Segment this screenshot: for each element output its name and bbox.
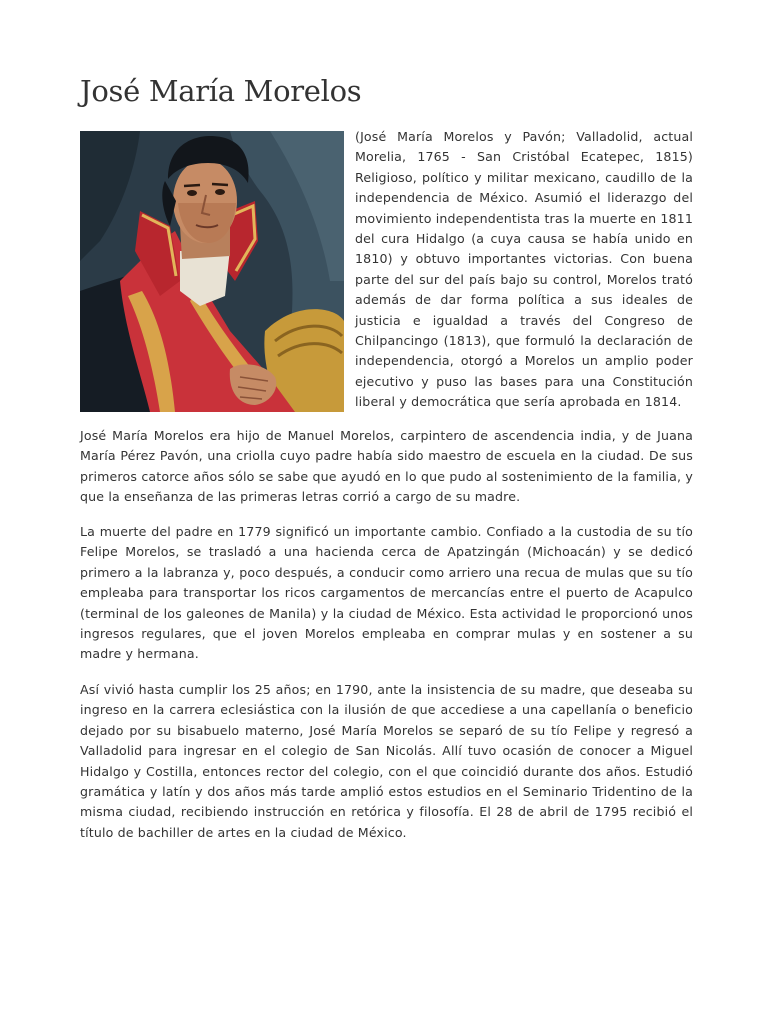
intro-text: (José María Morelos y Pavón; Valladolid, actual Morelia, 1765 - San Cristóbal Ecatepec, 1815) Religioso, político y militar mexicano, caudillo de la independencia de México. Asumió el liderazgo del movimiento independentista tras la muerte en 1811 del cura Hidalgo (a cuya causa se había unido en 1810) y obtuvo importantes victorias. Con buena parte del sur del país bajo su control, Morelos trató además de dar forma política a sus ideales de justicia e igualdad a través del Congreso de Chilpancingo (1813), que formuló la declaración de independencia, otorgó a Morelos un amplio poder ejecutivo y puso las bases para una Constitución liberal y democrática que sería aprobada en 1814. xyxy=(355,129,694,410)
body-paragraph: Así vivió hasta cumplir los 25 años; en 1790, ante la insistencia de su madre, que deseaba su ingreso en la carrera eclesiástica con la ilusión de que accediese a una capellanía o beneficio dejado por su bisabuelo materno, José María Morelos se separó de su tío Felipe y regresó a Valladolid para ingresar en el colegio de San Nicolás. Allí tuvo ocasión de conocer a Miguel Hidalgo y Costilla, entonces rector del colegio, con el que coincidió durante dos años. Estudió gramática y latín y dos años más tarde amplió estos estudios en el Seminario Tridentino de la misma ciudad, recibiendo instrucción en retórica y filosofía. El 28 de abril de 1795 recibió el título de bachiller de artes en la ciudad de México. xyxy=(80,682,693,840)
body-paragraph: José María Morelos era hijo de Manuel Morelos, carpintero de ascendencia india, y de Juana María Pérez Pavón, una criolla cuyo padre había sido maestro de escuela en la ciudad. De sus primeros catorce años sólo se sabe que ayudó en lo que pudo al sostenimiento de la familia, y que la enseñanza de las primeras letras corrió a cargo de su madre. xyxy=(80,428,693,505)
page-title: José María Morelos xyxy=(80,74,362,108)
body-paragraph: La muerte del padre en 1779 significó un importante cambio. Confiado a la custodia de su tío Felipe Morelos, se trasladó a una hacienda cerca de Apatzingán (Michoacán) y se dedicó primero a la labranza y, poco después, a conducir como arriero una recua de mulas que su tío empleaba para transportar los ricos cargamentos de mercancías entre el puerto de Acapulco (terminal de los galeones de Manila) y la ciudad de México. Esta actividad le proporcionó unos ingresos regulares, que el joven Morelos empleaba en comprar mulas y en sostener a su madre y hermana. xyxy=(80,524,693,662)
portrait-painting-icon xyxy=(80,131,344,412)
portrait-image xyxy=(80,131,344,412)
